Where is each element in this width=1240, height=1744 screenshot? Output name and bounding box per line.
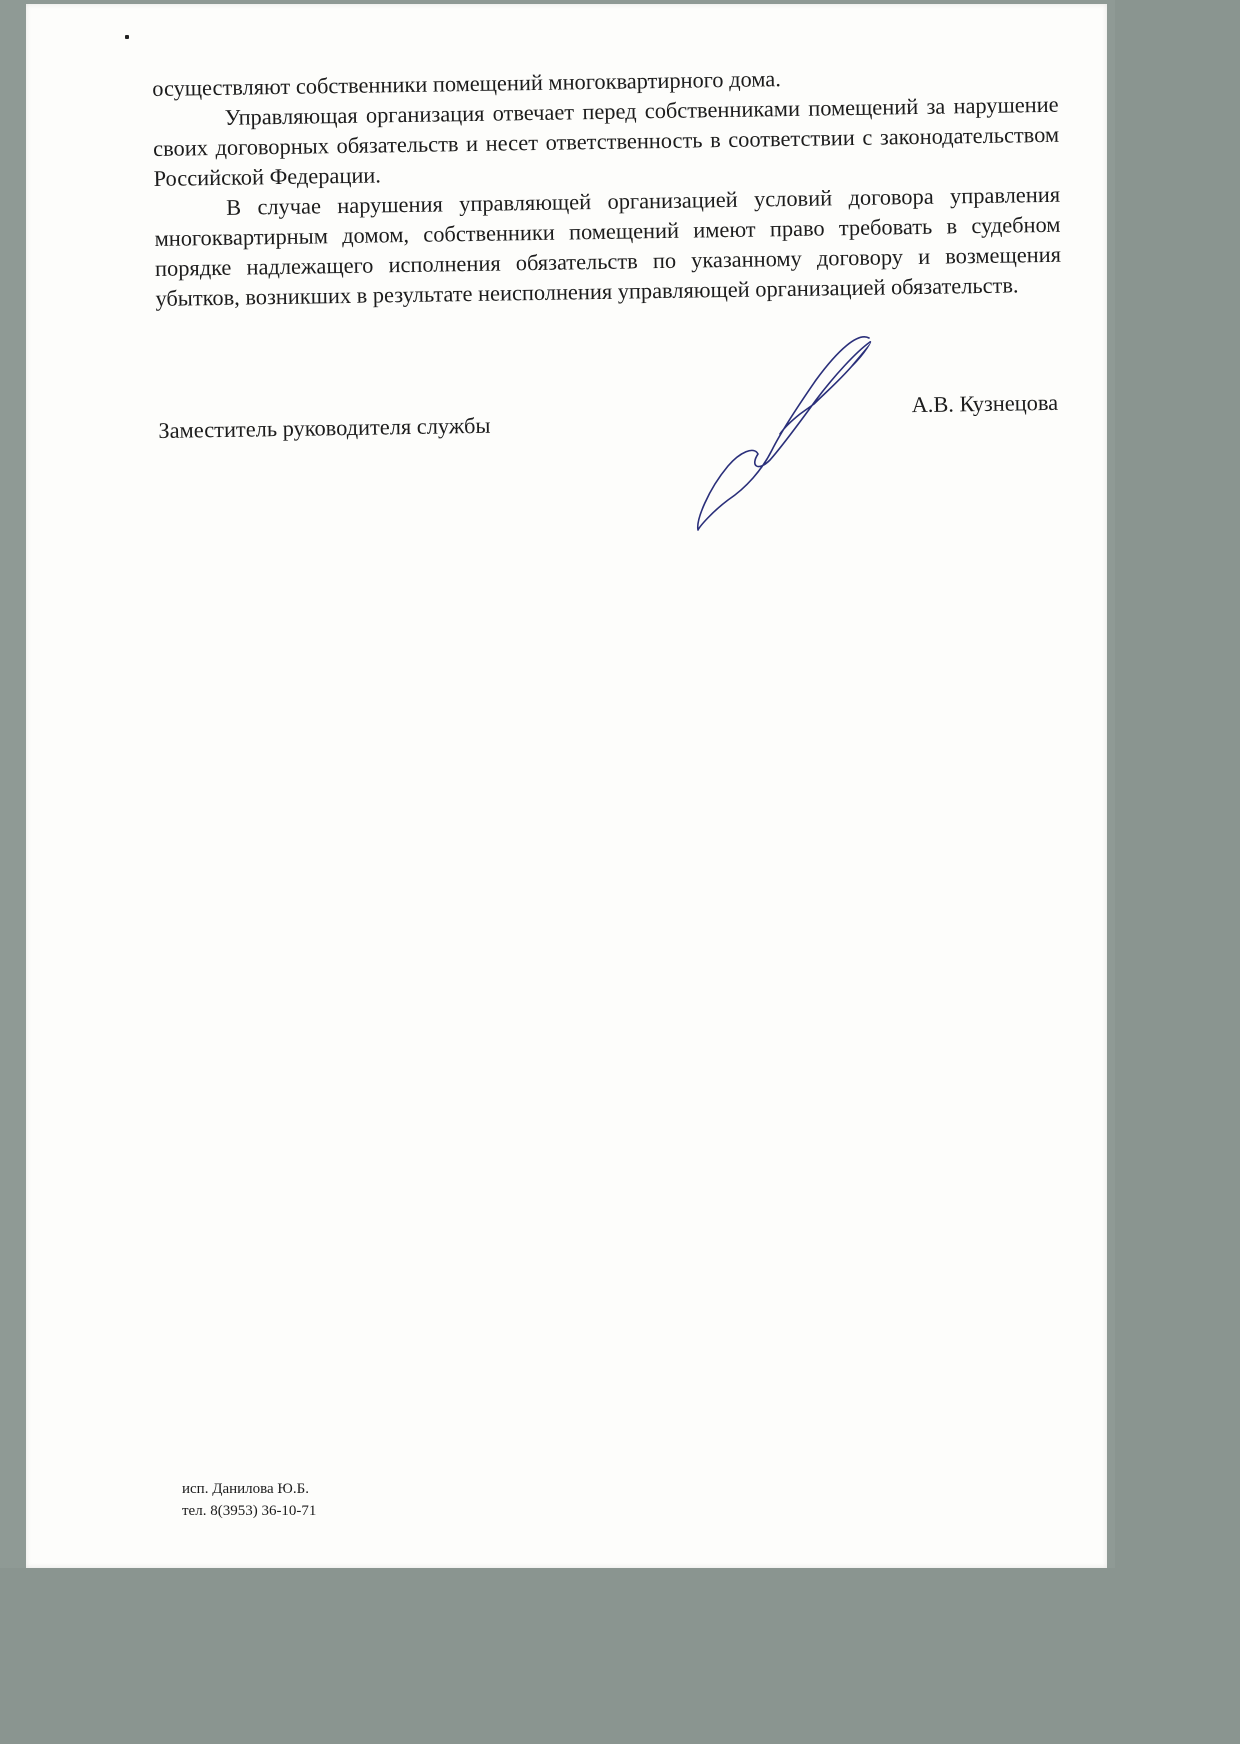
document-body — [152, 60, 1062, 314]
handwritten-signature — [688, 330, 878, 535]
paragraph-3: В случае нарушения управляющей организацией условий договора управления многоквартирным домом, собственники помещений имеют право требовать в судебном порядке надлежащего исполнения обязательств по указанному договору и возмещения убытков, возникших в результате неисполнения управляющей организацией обязательств. — [154, 181, 1062, 311]
signature-stroke — [698, 337, 871, 530]
signatory-name: А.В. Кузнецова — [911, 389, 1059, 418]
executor-name: исп. Данилова Ю.Б. — [182, 1481, 309, 1497]
scan-speck — [125, 35, 129, 39]
executor-footer — [182, 1478, 316, 1522]
signatory-position: Заместитель руководителя службы — [158, 412, 491, 443]
paragraph-1: осуществляют собственники помещений многоквартирного дома. — [152, 66, 782, 101]
paragraph-2: Управляющая организация отвечает перед собственниками помещений за нарушение своих договорных обязательств и несет ответственность в соответствии с законодательством Российской Федерации. — [152, 91, 1060, 191]
executor-phone: тел. 8(3953) 36-10-71 — [182, 1503, 317, 1519]
